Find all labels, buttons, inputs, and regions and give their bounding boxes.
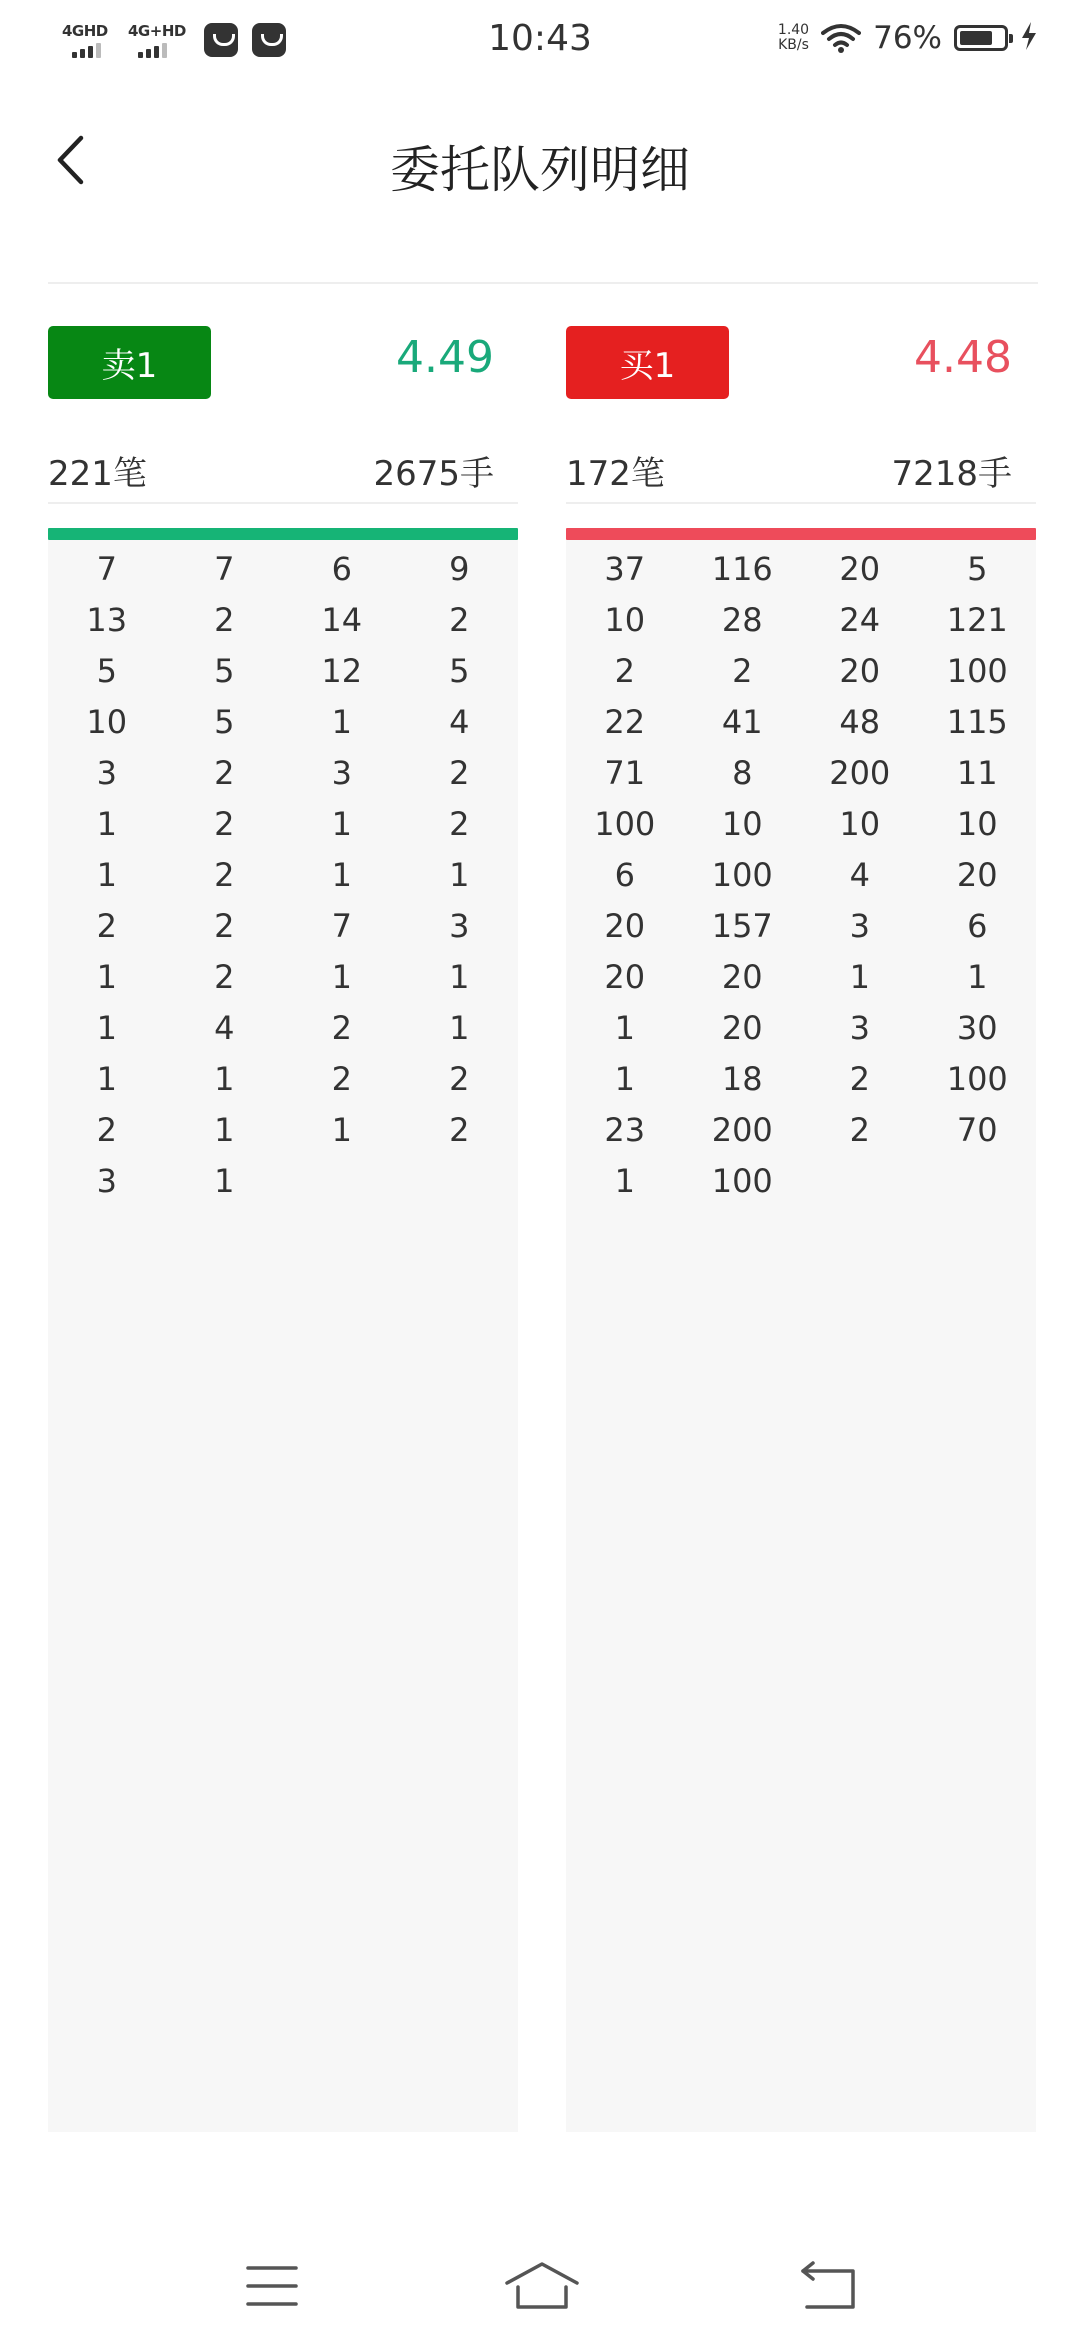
sell-queue-cell: 2 (96, 1111, 117, 1149)
header-divider (48, 282, 1038, 284)
buy-queue-cell: 6 (967, 907, 988, 945)
buy-queue-cell: 48 (839, 703, 881, 741)
nav-back-button[interactable] (788, 2256, 868, 2316)
status-bar (0, 0, 1080, 86)
buy-panel (566, 326, 1036, 1200)
sell-queue-cell: 1 (331, 703, 352, 741)
sell-queue-cell: 2 (331, 1009, 352, 1047)
battery-percent: 76% (873, 20, 942, 56)
buy-queue-cell: 100 (711, 856, 773, 894)
header (0, 110, 1080, 220)
buy-queue-cell: 8 (732, 754, 753, 792)
buy-queue-cell: 1 (614, 1162, 635, 1200)
buy-queue-cell: 18 (721, 1060, 763, 1098)
sell-color-bar (48, 528, 518, 540)
buy-queue-cell: 10 (721, 805, 763, 843)
sell-queue-cell: 1 (449, 958, 470, 996)
charging-icon (1020, 21, 1038, 55)
buy-stats-row (566, 436, 1036, 496)
sell-queue-area[interactable] (48, 540, 518, 2132)
sell-queue-cell: 2 (449, 754, 470, 792)
buy-order-count: 172笔 (566, 454, 665, 494)
buy-queue-cell: 20 (721, 1009, 763, 1047)
buy-queue-cell: 2 (849, 1111, 870, 1149)
sell-queue-cell: 9 (449, 550, 470, 588)
sell-queue-cell: 12 (321, 652, 363, 690)
sell-queue-cell: 3 (449, 907, 470, 945)
sell-level-badge: 卖1 (48, 326, 211, 399)
buy-stats-divider (566, 502, 1036, 504)
buy-queue-cell: 100 (946, 1060, 1008, 1098)
sell-queue-cell: 2 (214, 805, 235, 843)
sell-queue-cell: 1 (96, 958, 117, 996)
buy-queue-cell: 10 (956, 805, 998, 843)
sell-queue-cell: 1 (96, 805, 117, 843)
sell-queue-cell: 7 (214, 550, 235, 588)
buy-queue-cell: 2 (614, 652, 635, 690)
buy-level-row (566, 326, 1036, 400)
system-nav-bar (0, 2240, 1080, 2340)
sell-queue-cell: 3 (331, 754, 352, 792)
sell-volume: 2675手 (373, 454, 494, 494)
sell-queue-cell: 1 (96, 1009, 117, 1047)
buy-queue-cell: 10 (839, 805, 881, 843)
sell-queue-cell: 1 (214, 1162, 235, 1200)
sell-panel (48, 326, 518, 1200)
buy-queue-cell: 3 (849, 1009, 870, 1047)
buy-queue-cell: 1 (849, 958, 870, 996)
back-icon (799, 2261, 857, 2311)
status-right (778, 20, 1038, 56)
home-button[interactable] (502, 2256, 582, 2316)
buy-queue-cell: 121 (946, 601, 1008, 639)
sell-queue-cell: 2 (449, 1111, 470, 1149)
sell-order-count: 221笔 (48, 454, 147, 494)
buy-queue-cell: 1 (614, 1060, 635, 1098)
wifi-icon (821, 23, 861, 53)
sell-queue-cell: 7 (331, 907, 352, 945)
buy-queue-cell: 4 (849, 856, 870, 894)
menu-button[interactable] (232, 2256, 312, 2316)
buy-queue-cell: 20 (604, 958, 646, 996)
sell-queue-cell: 1 (331, 958, 352, 996)
sell-queue-cell: 2 (449, 805, 470, 843)
sell-queue-cell: 1 (331, 1111, 352, 1149)
sell-queue-cell: 2 (449, 1060, 470, 1098)
sell-queue-cell: 1 (96, 1060, 117, 1098)
buy-queue-cell: 70 (956, 1111, 998, 1149)
sell-stats-divider (48, 502, 518, 504)
battery-fill (960, 31, 992, 45)
network-speed-value: 1.40 (777, 22, 810, 38)
buy-queue-cell: 20 (604, 907, 646, 945)
buy-queue-cell: 1 (967, 958, 988, 996)
battery-icon (954, 25, 1008, 51)
sell-queue-cell: 2 (331, 1060, 352, 1098)
sell-queue-cell: 2 (214, 754, 235, 792)
buy-queue-cell: 115 (946, 703, 1008, 741)
signal-1-label: 4GHD (62, 22, 108, 40)
sell-queue-cell: 5 (214, 703, 235, 741)
sell-queue-cell: 14 (321, 601, 363, 639)
buy-queue-cell: 22 (604, 703, 646, 741)
sell-queue-cell: 4 (449, 703, 470, 741)
sell-queue-cell: 7 (96, 550, 117, 588)
buy-queue-cell: 37 (604, 550, 646, 588)
buy-volume: 7218手 (891, 454, 1012, 494)
sell-queue-cell: 13 (86, 601, 128, 639)
sell-queue-cell: 2 (214, 907, 235, 945)
buy-queue-cell: 100 (946, 652, 1008, 690)
buy-queue-cell: 116 (711, 550, 773, 588)
buy-queue-cell: 11 (956, 754, 998, 792)
sell-queue-cell: 10 (86, 703, 128, 741)
sell-queue-cell: 1 (214, 1111, 235, 1149)
buy-queue-cell: 20 (721, 958, 763, 996)
sell-queue-cell: 2 (96, 907, 117, 945)
buy-queue-cell: 24 (839, 601, 881, 639)
buy-queue-cell: 200 (829, 754, 891, 792)
sell-queue-cell: 2 (214, 958, 235, 996)
sell-queue-cell: 3 (96, 1162, 117, 1200)
sell-queue-cell: 5 (96, 652, 117, 690)
buy-queue-cell: 30 (956, 1009, 998, 1047)
sell-queue-cell: 5 (214, 652, 235, 690)
signal-2-label: 4G+HD (128, 22, 186, 40)
network-speed (778, 23, 809, 53)
buy-queue-cell: 6 (614, 856, 635, 894)
sell-queue-cell: 3 (96, 754, 117, 792)
buy-queue-cell: 100 (594, 805, 656, 843)
sell-queue-cell: 4 (214, 1009, 235, 1047)
sell-queue-cell: 5 (449, 652, 470, 690)
sell-queue-cell: 6 (331, 550, 352, 588)
buy-queue-cell: 100 (711, 1162, 773, 1200)
sell-queue-cell: 2 (449, 601, 470, 639)
buy-queue-cell: 200 (711, 1111, 773, 1149)
sell-queue-cell: 2 (214, 601, 235, 639)
sell-level-row (48, 326, 518, 400)
buy-queue-cell: 10 (604, 601, 646, 639)
sell-price: 4.49 (396, 332, 494, 383)
sell-stats-row (48, 436, 518, 496)
sell-queue-cell: 1 (449, 856, 470, 894)
sell-queue-cell: 1 (331, 805, 352, 843)
sell-queue-cell: 1 (449, 1009, 470, 1047)
buy-queue-cell: 3 (849, 907, 870, 945)
buy-queue-area[interactable] (566, 540, 1036, 2132)
buy-color-bar (566, 528, 1036, 540)
sell-queue-cell: 2 (214, 856, 235, 894)
sell-queue-grid (48, 544, 518, 1207)
buy-queue-cell: 2 (732, 652, 753, 690)
network-speed-unit: KB/s (778, 37, 809, 53)
buy-queue-cell: 28 (721, 601, 763, 639)
buy-queue-cell: 20 (839, 550, 881, 588)
buy-queue-cell: 1 (614, 1009, 635, 1047)
status-time: 10:43 (488, 18, 592, 59)
buy-queue-cell: 5 (967, 550, 988, 588)
buy-queue-cell: 20 (839, 652, 881, 690)
buy-queue-grid (566, 544, 1036, 1207)
home-icon (504, 2261, 580, 2311)
sell-queue-cell: 1 (331, 856, 352, 894)
buy-queue-cell: 71 (604, 754, 646, 792)
buy-queue-cell: 20 (956, 856, 998, 894)
buy-queue-cell: 23 (604, 1111, 646, 1149)
sell-queue-cell: 1 (214, 1060, 235, 1098)
page-title: 委托队列明细 (390, 141, 690, 199)
buy-queue-cell: 41 (721, 703, 763, 741)
buy-queue-cell: 157 (711, 907, 773, 945)
buy-queue-cell: 2 (849, 1060, 870, 1098)
buy-price: 4.48 (914, 332, 1012, 383)
sell-queue-cell: 1 (96, 856, 117, 894)
buy-level-badge: 买1 (566, 326, 729, 399)
menu-icon (246, 2264, 298, 2308)
